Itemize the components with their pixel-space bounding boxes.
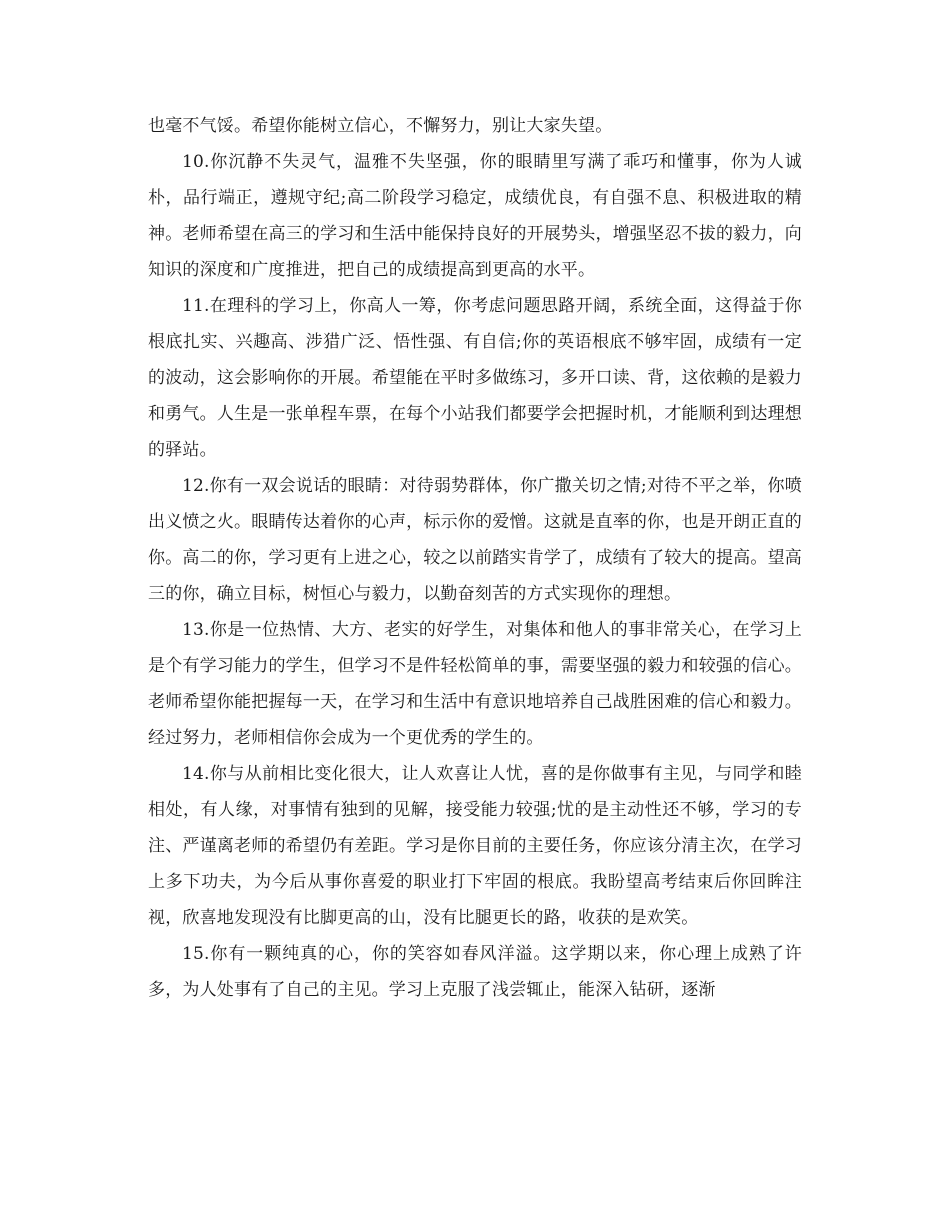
document-body bbox=[148, 108, 802, 1008]
paragraph-comment-13: 13.你是一位热情、大方、老实的好学生，对集体和他人的事非常关心，在学习上是个有学习能力的学生，但学习不是件轻松简单的事，需要坚强的毅力和较强的信心。老师希望你能把握每一天，在学习和生活中有意识地培养自己战胜困难的信心和毅力。经过努力，老师相信你会成为一个更优秀的学生的。 bbox=[148, 620, 802, 748]
paragraph-comment-11: 11.在理科的学习上，你高人一筹，你考虑问题思路开阔，系统全面，这得益于你根底扎实、兴趣高、涉猎广泛、悟性强、有自信;你的英语根底不够牢固，成绩有一定的波动，这会影响你的开展。希望能在平时多做练习，多开口读、背，这依赖的是毅力和勇气。人生是一张单程车票，在每个小站我们都要学会把握时机，才能顺利到达理想的驿站。 bbox=[148, 296, 802, 460]
paragraph-comment-14: 14.你与从前相比变化很大，让人欢喜让人忧，喜的是你做事有主见，与同学和睦相处，有人缘，对事情有独到的见解，接受能力较强;忧的是主动性还不够，学习的专注、严谨离老师的希望仍有差距。学习是你目前的主要任务，你应该分清主次，在学习上多下功夫，为今后从事你喜爱的职业打下牢固的根底。我盼望高考结束后你回眸注视，欣喜地发现没有比脚更高的山，没有比腿更长的路，收获的是欢笑。 bbox=[148, 764, 802, 928]
paragraph-comment-15: 15.你有一颗纯真的心，你的笑容如春风洋溢。这学期以来，你心理上成熟了许多，为人处事有了自己的主见。学习上克服了浅尝辄止，能深入钻研，逐渐 bbox=[148, 944, 802, 1000]
paragraph-comment-10: 10.你沉静不失灵气，温雅不失坚强，你的眼睛里写满了乖巧和懂事，你为人诚朴，品行端正，遵规守纪;高二阶段学习稳定，成绩优良，有自强不息、积极进取的精神。老师希望在高三的学习和生活中能保持良好的开展势头，增强坚忍不拔的毅力，向知识的深度和广度推进，把自己的成绩提高到更高的水平。 bbox=[148, 152, 802, 280]
paragraph-continuation: 也毫不气馁。希望你能树立信心，不懈努力，别让大家失望。 bbox=[148, 116, 613, 136]
paragraph-comment-12: 12.你有一双会说话的眼睛：对待弱势群体，你广撒关切之情;对待不平之举，你喷出义愤之火。眼睛传达着你的心声，标示你的爱憎。这就是直率的你，也是开朗正直的你。高二的你，学习更有上进之心，较之以前踏实肯学了，成绩有了较大的提高。望高三的你，确立目标，树恒心与毅力，以勤奋刻苦的方式实现你的理想。 bbox=[148, 476, 802, 604]
